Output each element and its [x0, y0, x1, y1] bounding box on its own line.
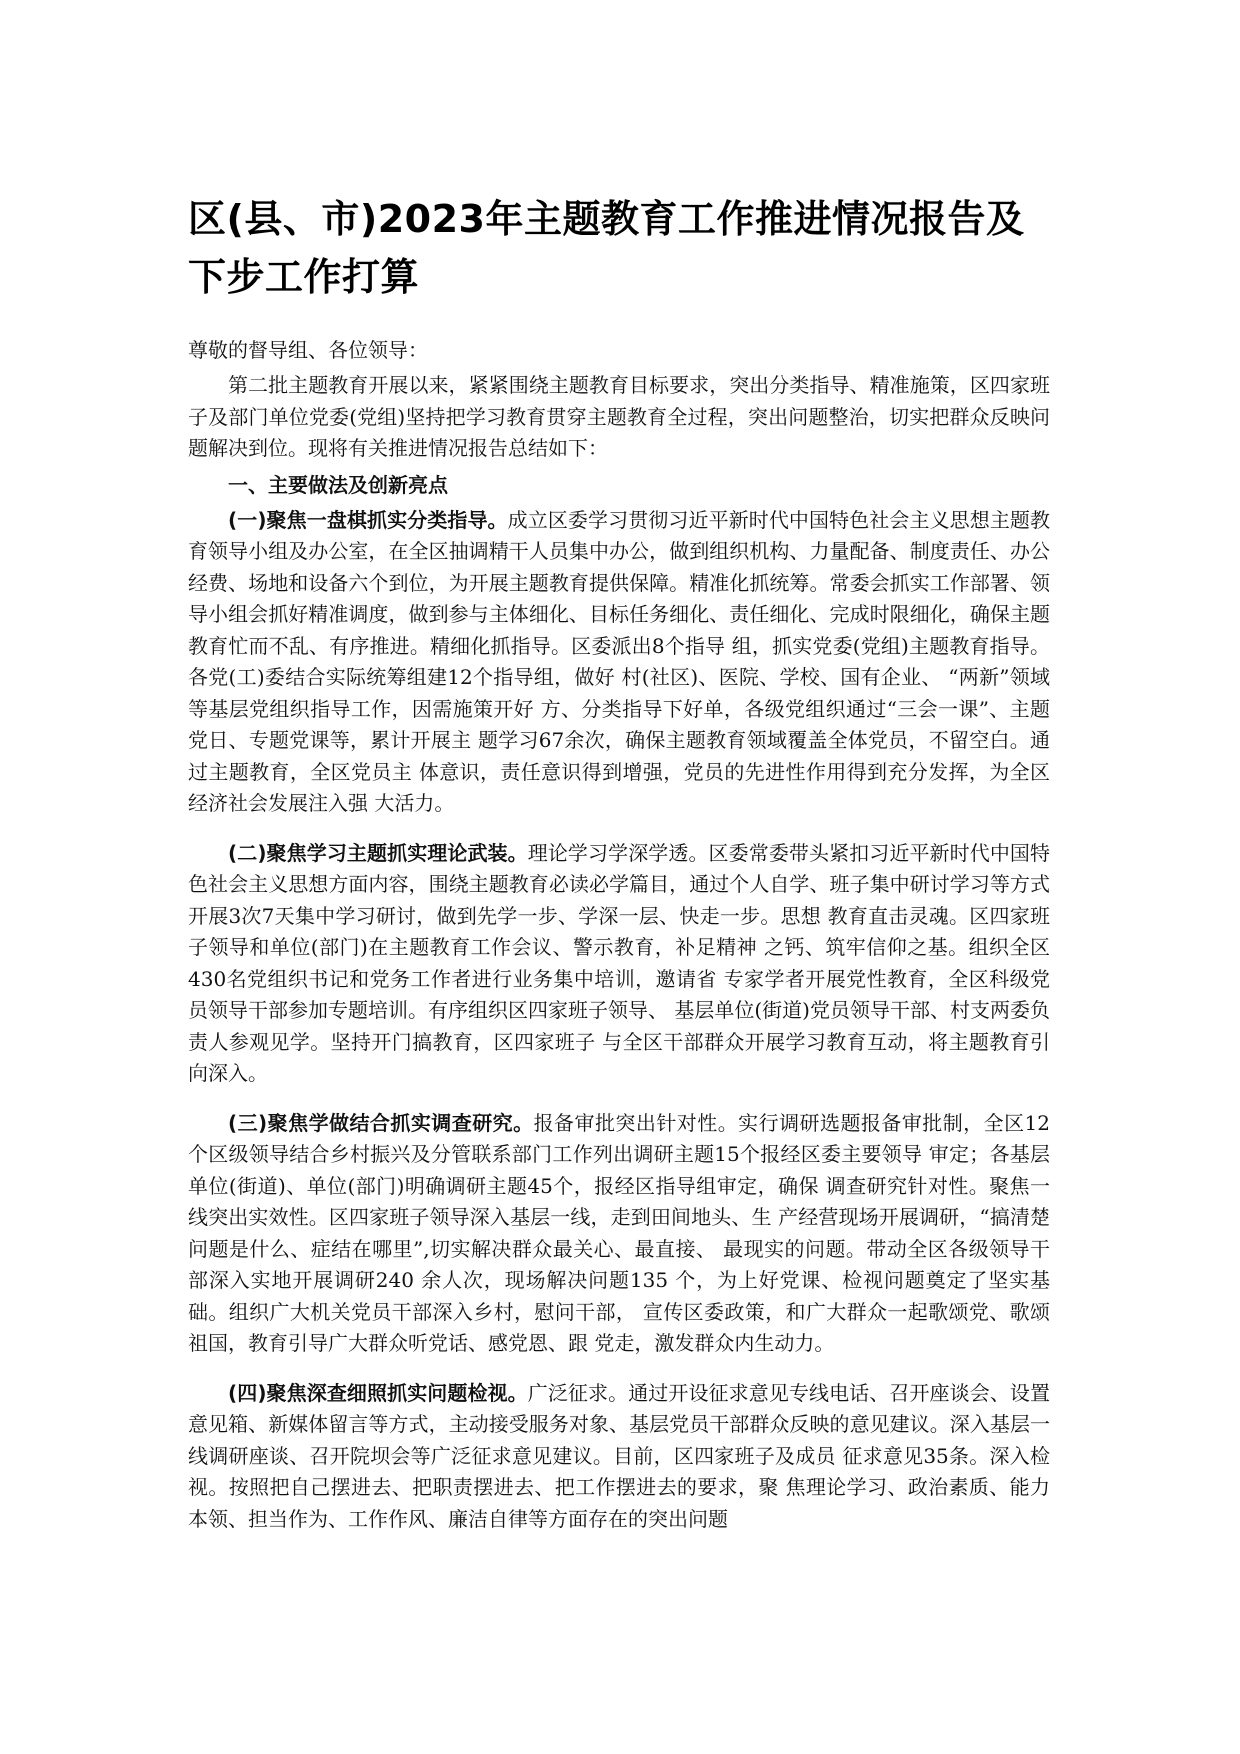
- intro-paragraph: 第二批主题教育开展以来，紧紧围绕主题教育目标要求，突出分类指导、精准施策，区四家班子及部门单位党委(党组)坚持把学习教育贯穿主题教育全过程，突出问题整治，切实把群众反映问题解决到位。现将有关推进情况报告总结如下：: [188, 373, 1050, 460]
- section-heading-1: 一、主要做法及创新亮点: [228, 472, 448, 497]
- item-lead-3: (三)聚焦学做结合抓实调查研究。: [228, 1110, 534, 1135]
- item-paragraph-1: [188, 505, 1050, 820]
- item-lead-4: (四)聚焦深查细照抓实问题检视。: [228, 1380, 528, 1405]
- item-paragraph-4: [188, 1378, 1050, 1536]
- item-paragraph-3: [188, 1108, 1050, 1360]
- item-body-4: 广泛征求。通过开设征求意见专线电话、召开座谈会、设置意见箱、新媒体留言等方式，主动接受服务对象、基层党员干部群众反映的意见建议。深入基层一线调研座谈、召开院坝会等广泛征求意见建议。目前，区四家班子及成员 征求意见35条。深入检视。按照把自己摆进去、把职责摆进去、把工作摆进去的要求，聚 焦理论学习、政治素质、能力本领、担当作为、工作作风、廉洁自律等方面存在的突出问题: [188, 1380, 1051, 1531]
- salutation: 尊敬的督导组、各位领导：: [188, 338, 428, 362]
- item-body-2: 理论学习学深学透。区委常委带头紧扣习近平新时代中国特色社会主义思想方面内容，围绕主题教育必读必学篇目，通过个人自学、班子集中研讨学习等方式开展3次7天集中学习研讨，做到先学一步、学深一层、快走一步。思想 教育直击灵魂。区四家班子领导和单位(部门)在主题教育工作会议、警示教育，补足精神 之钙、筑牢信仰之基。组织全区430名党组织书记和党务工作者进行业务集中培训，邀请省 专家学者开展党性教育，全区科级党员领导干部参加专题培训。有序组织区四家班子领导、 基层单位(街道)党员领导干部、村支两委负责人参观见学。坚持开门搞教育，区四家班子 与全区干部群众开展学习教育互动，将主题教育引向深入。: [188, 840, 1051, 1085]
- item-body-3: 报备审批突出针对性。实行调研选题报备审批制，全区12个区级领导结合乡村振兴及分管联系部门工作列出调研主题15个报经区委主要领导 审定；各基层单位(街道)、单位(部门)明确调研主题45个，报经区指导组审定，确保 调查研究针对性。聚焦一线突出实效性。区四家班子领导深入基层一线，走到田间地头、生 产经营现场开展调研，“搞清楚问题是什么、症结在哪里”,切实解决群众最关心、最直接、 最现实的问题。带动全区各级领导干部深入实地开展调研240 余人次，现场解决问题135 个，为上好党课、检视问题奠定了坚实基础。组织广大机关党员干部深入乡村，慰问干部， 宣传区委政策，和广大群众一起歌颂党、歌颂祖国，教育引导广大群众听党话、感党恩、跟 党走，激发群众内生动力。: [188, 1110, 1051, 1355]
- document-title: 区(县、市)2023年主题教育工作推进情况报告及下步工作打算: [188, 197, 1025, 299]
- item-body-1: 成立区委学习贯彻习近平新时代中国特色社会主义思想主题教育领导小组及办公室，在全区抽调精干人员集中办公，做到组织机构、力量配备、制度责任、办公经费、场地和设备六个到位，为开展主题教育提供保障。精准化抓统筹。常委会抓实工作部署、领导小组会抓好精准调度，做到参与主体细化、目标任务细化、责任细化、完成时限细化，确保主题教育忙而不乱、有序推进。精细化抓指导。区委派出8个指导 组，抓实党委(党组)主题教育指导。各党(工)委结合实际统筹组建12个指导组，做好 村(社区)、医院、学校、国有企业、 “两新”领域等基层党组织指导工作，因需施策开好 方、分类指导下好单，各级党组织通过“三会一课”、主题党日、专题党课等，累计开展主 题学习67余次，确保主题教育领域覆盖全体党员，不留空白。通过主题教育，全区党员主 体意识，责任意识得到增强，党员的先进性作用得到充分发挥，为全区经济社会发展注入强 大活力。: [188, 507, 1051, 815]
- item-lead-2: (二)聚焦学习主题抓实理论武装。: [228, 840, 528, 865]
- item-paragraph-2: [188, 838, 1050, 1090]
- document-page: [188, 190, 1050, 1539]
- item-lead-1: (一)聚焦一盘棋抓实分类指导。: [228, 507, 508, 532]
